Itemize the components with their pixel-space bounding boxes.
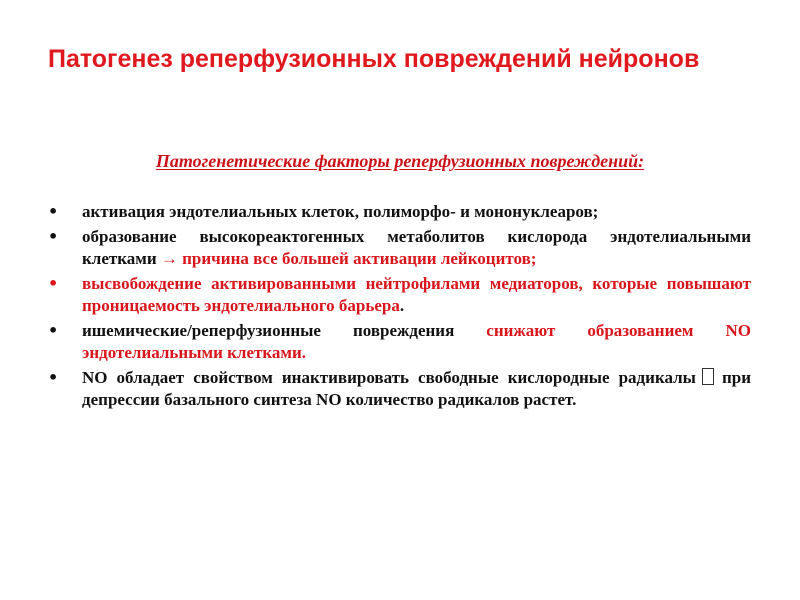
bullet-text-highlight: высвобождение активированными нейтрофилами медиаторов, которые повышают проницаемость эндотелиального барьера [82,274,751,315]
bullet-item-endothelial-activation [48,201,751,223]
bullet-text: NO обладает свойством инактивировать свободные кислородные радикалы [82,368,696,387]
arrow-right-icon: → [160,249,178,268]
bullet-text-period: . [399,296,405,315]
bullet-icon: • [48,368,59,387]
bullet-text-highlight: снижают образованием NO эндотелиальными клетками. [82,321,751,362]
bullet-text-highlight: причина все большей активации лейкоцитов; [177,249,537,268]
bullet-item-no-radicals [48,367,751,411]
subtitle-text: Патогенетические факторы реперфузионных повреждений: [155,151,645,171]
bullet-list [48,201,751,414]
bullet-icon: • [48,274,59,293]
bullet-text: ишемические/реперфузионные повреждения [82,321,487,340]
bullet-item-neutrophil-mediators [48,273,751,317]
slide-title: Патогенез реперфузионных повреждений нейронов [48,45,700,73]
bullet-text: образование высокореактогенных метаболитов кислорода эндотелиальными клетками [82,227,751,268]
bullet-text: активация эндотелиальных клеток, полиморфо- и мононуклеаров; [82,202,599,221]
bullet-item-ischemic-injury [48,320,751,364]
bullet-text-continued: при депрессии базального синтеза NO количество радикалов растет. [82,368,751,409]
bullet-item-oxygen-metabolites [48,226,751,270]
subtitle [0,150,800,172]
bullet-icon: • [48,321,59,340]
bullet-icon: • [48,227,59,246]
bullet-icon: • [48,202,59,221]
missing-glyph-icon [702,368,714,385]
